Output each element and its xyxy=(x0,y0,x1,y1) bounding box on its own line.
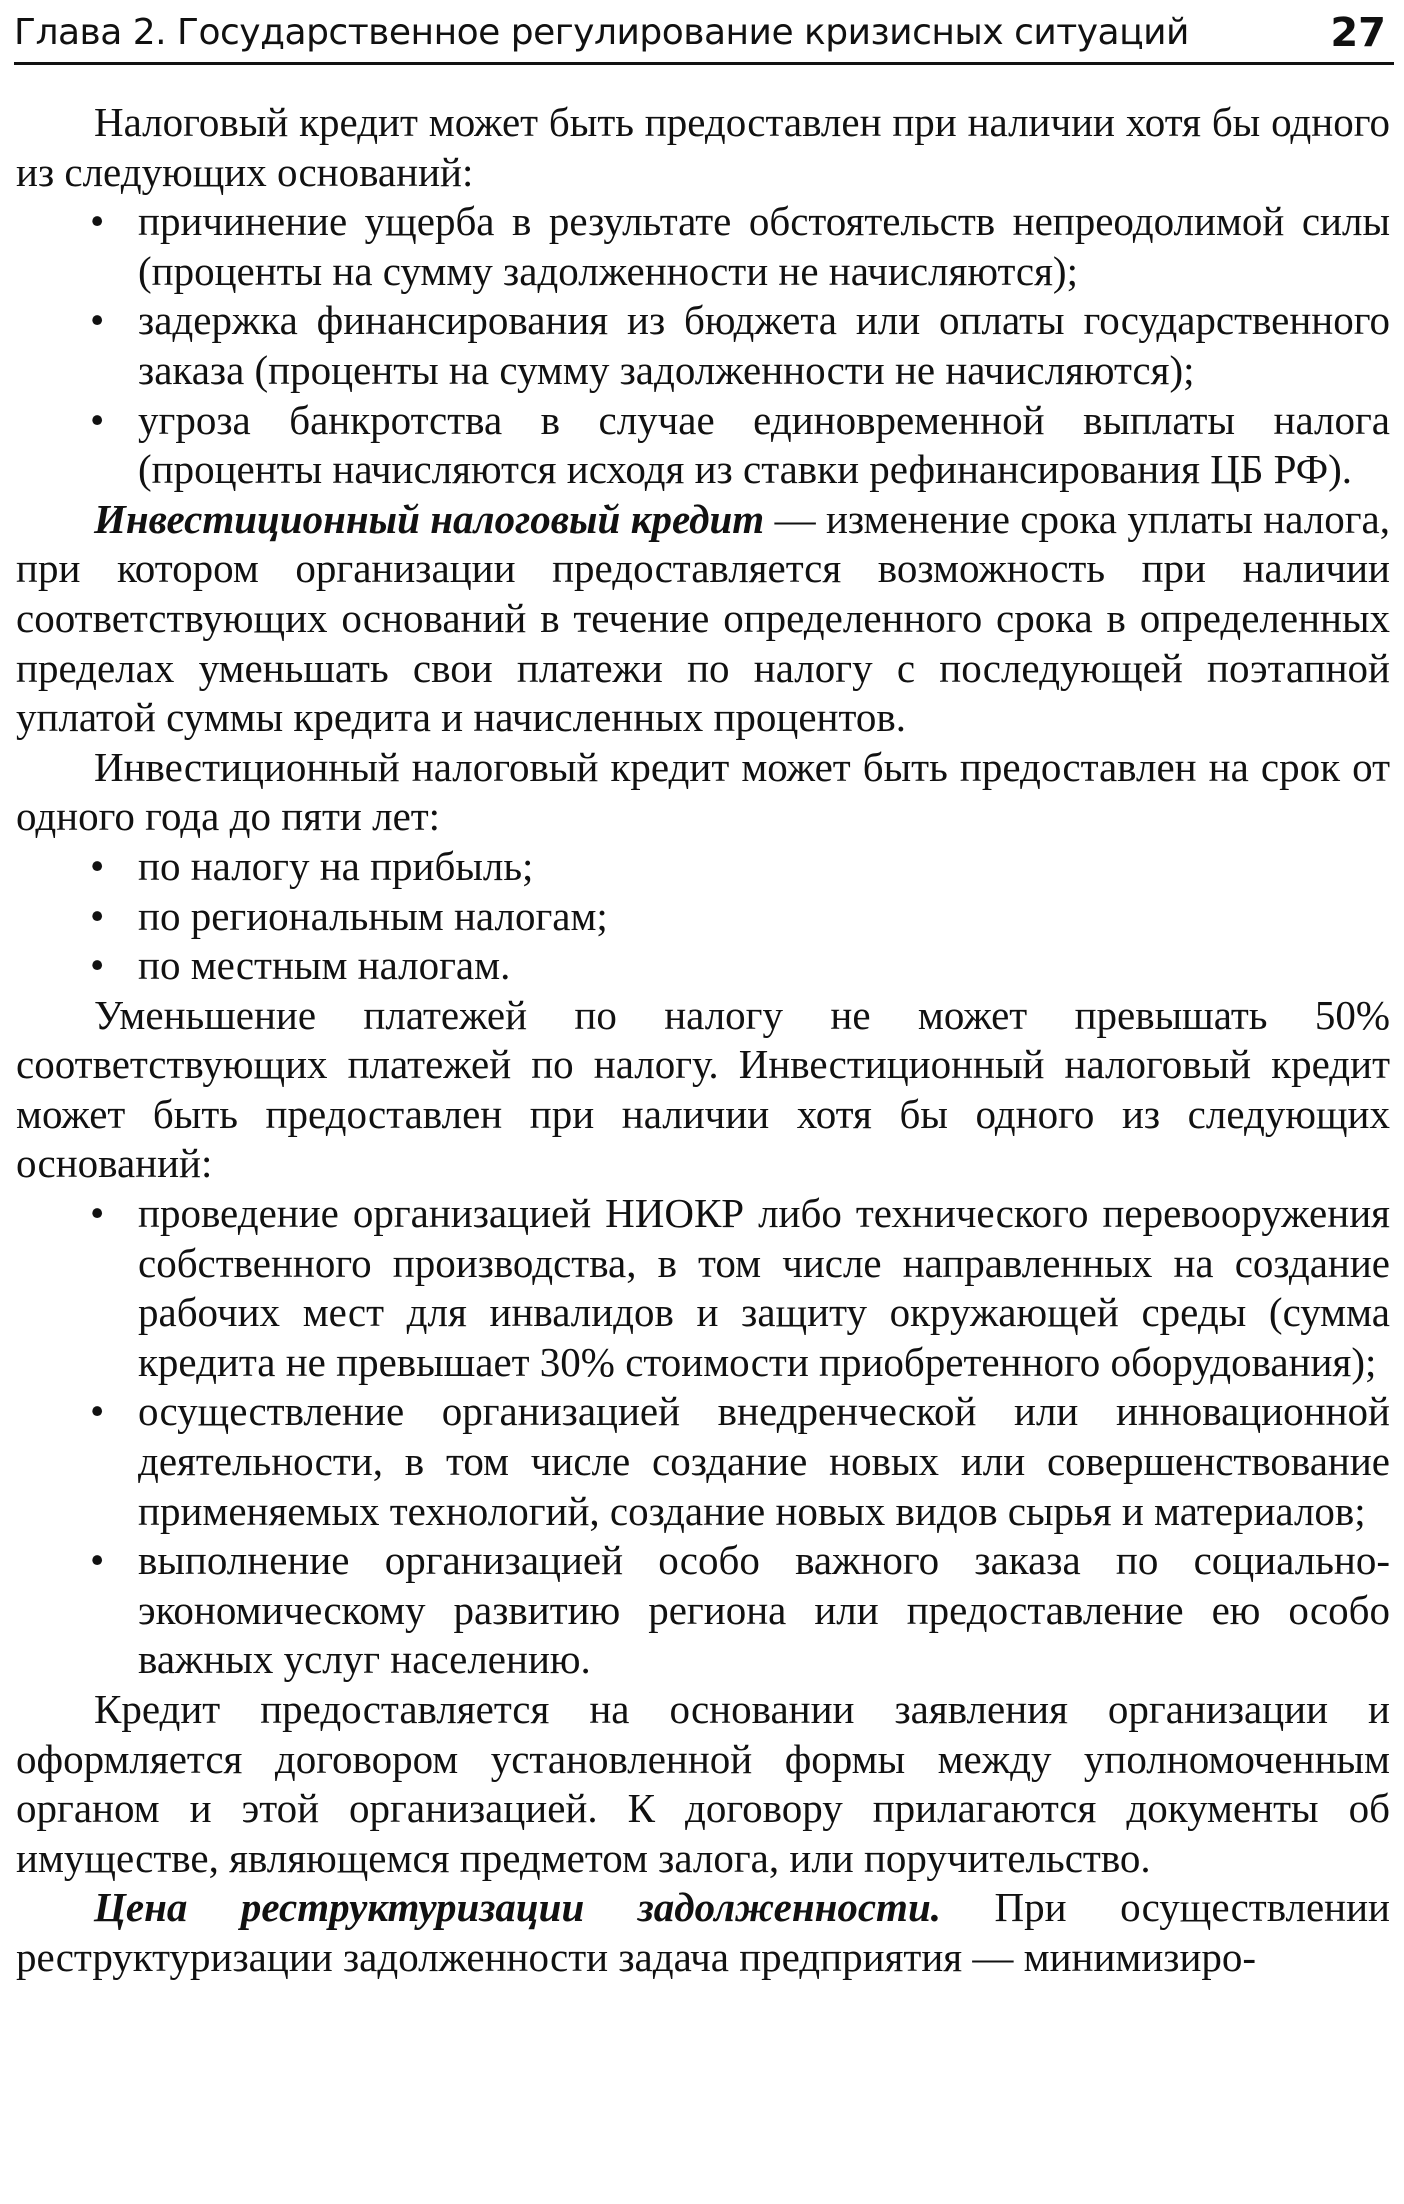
paragraph: Налоговый кредит может быть предоставлен при наличии хотя бы одного из следующих оснований: xyxy=(16,99,1390,195)
page-body xyxy=(16,98,1390,1983)
page-number: 27 xyxy=(1330,10,1386,56)
list-item: • проведение организацией НИОКР либо технического перевооружения собственного производства, в том числе направленных на создание рабочих мест для инвалидов и защиту окружающей среды (сумма кредита не превышает 30% стоимости приобретенного оборудования); xyxy=(16,1189,1390,1387)
list-item: • по налогу на прибыль; xyxy=(16,842,1390,892)
defined-term: Цена реструктуризации задолженности. xyxy=(94,1884,941,1931)
bullet-list xyxy=(16,842,1390,991)
chapter-title: Глава 2. Государственное регулирование кризисных ситуаций xyxy=(14,12,1189,53)
list-item: • осуществление организацией внедренческой или инновационной деятельности, в том числе создание новых или совершенствование применяемых технологий, создание новых видов сырья и материалов; xyxy=(16,1387,1390,1536)
list-item: • по региональным налогам; xyxy=(16,892,1390,942)
paragraph: Кредит предоставляется на основании заявления организации и оформляется договором установленной формы между уполномоченным органом и этой организацией. К договору прилагаются документы об имуществе, являющемся предметом залога, или поручительство. xyxy=(16,1686,1390,1881)
bullet-list xyxy=(16,1189,1390,1685)
list-item: • угроза банкротства в случае единовременной выплаты налога (проценты начисляются исходя из ставки рефинансирования ЦБ РФ). xyxy=(16,396,1390,495)
bullet-list xyxy=(16,197,1390,495)
paragraph: Инвестиционный налоговый кредит может быть предоставлен на срок от одного года до пяти лет: xyxy=(16,743,1390,840)
list-item: • причинение ущерба в результате обстоятельств непреодолимой силы (проценты на сумму задолженности не начисляются); xyxy=(16,197,1390,296)
paragraph xyxy=(16,1883,1390,1982)
list-item: • выполнение организацией особо важного заказа по социально-экономическому развитию региона или предоставление ею особо важных услуг населению. xyxy=(16,1536,1390,1685)
defined-term: Инвестиционный налоговый кредит xyxy=(94,495,765,542)
definition-text: — изменение срока уплаты налога, при котором организации предоставляется возможность при наличии соответствующих оснований в течение определенного срока в определенных пределах уменьшать свои платежи по налогу с последующей поэтапной уплатой суммы кредита и начисленных процентов. xyxy=(16,495,1390,741)
list-item: • по местным налогам. xyxy=(16,941,1390,991)
paragraph: Уменьшение платежей по налогу не может превышать 50% соответствующих платежей по налогу. Инвестиционный налоговый кредит может быть предоставлен при наличии хотя бы одного из следующих оснований: xyxy=(16,991,1390,1187)
paragraph-text: При осуществлении реструктуризации задолженности задача предприятия — минимизиро- xyxy=(16,1884,1390,1980)
list-item: • задержка финансирования из бюджета или оплаты государственного заказа (проценты на сумму задолженности не начисляются); xyxy=(16,296,1390,395)
running-header xyxy=(14,4,1394,65)
paragraph xyxy=(16,495,1390,743)
